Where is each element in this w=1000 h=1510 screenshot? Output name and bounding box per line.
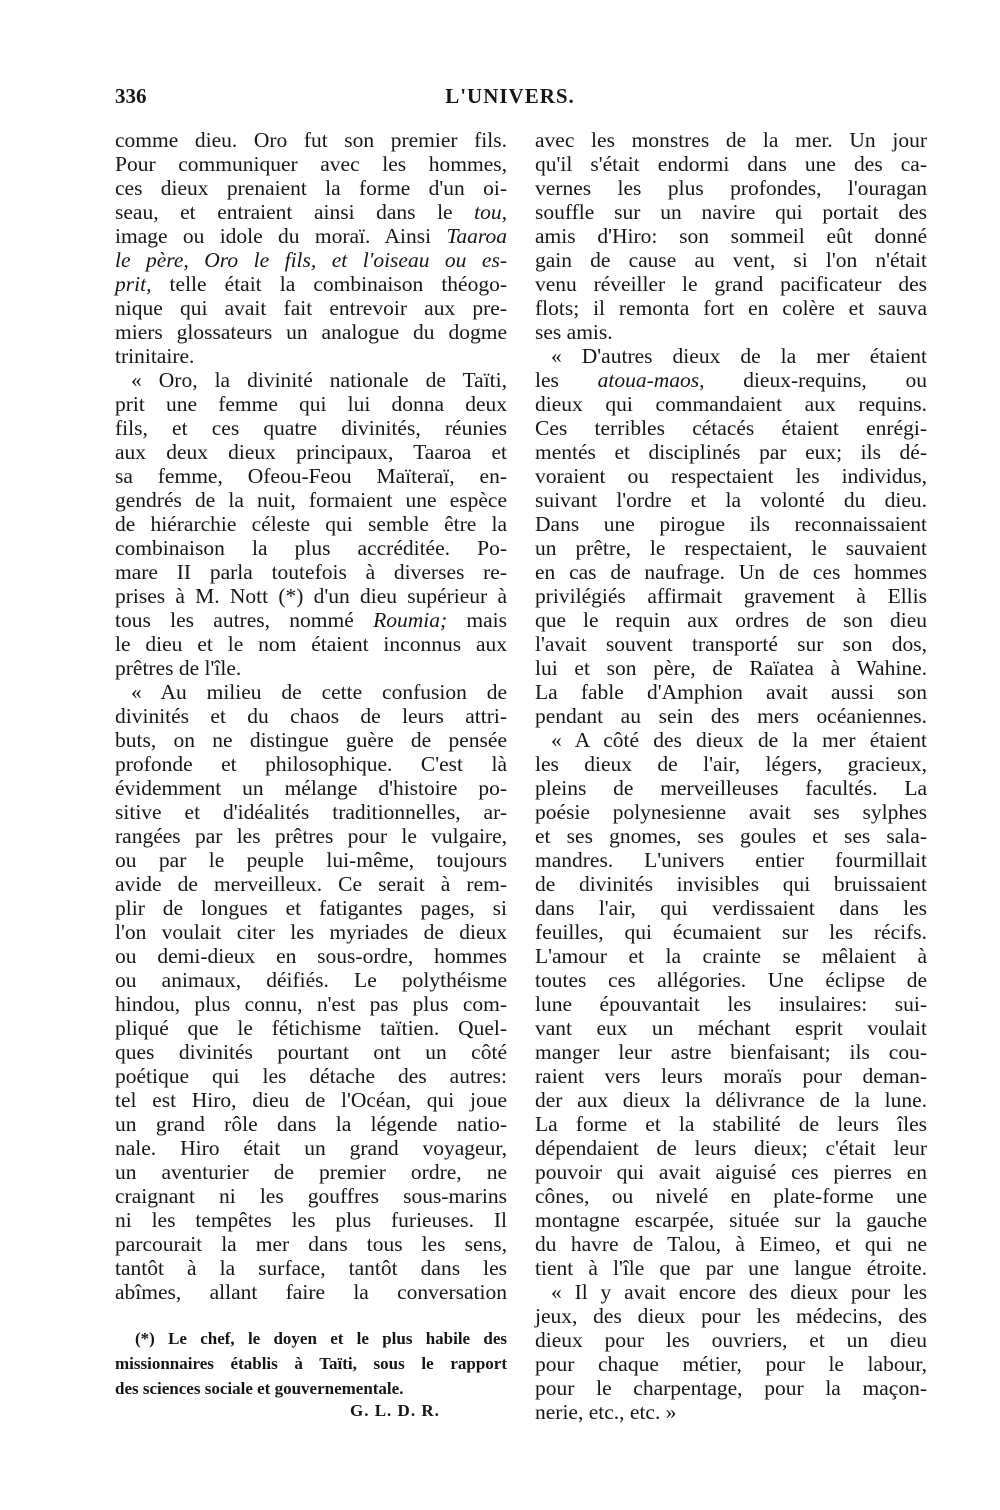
right-text-line (535, 800, 927, 824)
right-text-line (535, 464, 927, 488)
left-text-line (115, 728, 507, 752)
left-text-line (115, 320, 507, 344)
text-run: qu'il s'était endormi dans une des ca- (535, 152, 927, 176)
text-run: montagne escarpée, située sur la gauche (535, 1208, 927, 1232)
text-run: craignant ni les gouffres sous-marins (115, 1184, 507, 1208)
right-text-line (535, 1112, 927, 1136)
text-run: abîmes, allant faire la conversation (115, 1280, 507, 1304)
text-run: le dieu et le nom étaient inconnus aux (115, 632, 507, 656)
page-number: 336 (115, 84, 147, 108)
text-run: « A côté des dieux de la mer étaient (551, 728, 927, 752)
text-run: ses amis. (535, 320, 613, 344)
text-run: rangées par les prêtres pour le vulgaire, (115, 824, 507, 848)
text-run: prises à M. Nott (*) d'un dieu supérieur à (115, 584, 507, 608)
text-run: souffle sur un navire qui portait des (535, 200, 927, 224)
left-text-line (115, 776, 507, 800)
text-run: « Au milieu de cette confusion de (131, 680, 507, 704)
text-run: divinités et du chaos de leurs attri- (115, 704, 507, 728)
right-text-line (535, 1160, 927, 1184)
footnote-text-line (115, 1351, 507, 1376)
left-text-line (115, 752, 507, 776)
right-text-line (535, 296, 927, 320)
text-run: suivant l'ordre et la volonté du dieu. (535, 488, 927, 512)
text-run: lui et son père, de Raïatea à Wahine. (535, 656, 927, 680)
running-title: L'UNIVERS. (445, 84, 575, 108)
text-run: ni les tempêtes les plus furieuses. Il (115, 1208, 507, 1232)
right-text-line (535, 1136, 927, 1160)
text-run: seau, et entraient ainsi dans le (115, 200, 475, 224)
text-run: pendant au sein des mers océaniennes. (535, 704, 927, 728)
right-text-line (535, 1304, 927, 1328)
left-text-line (115, 488, 507, 512)
left-text-line (115, 1088, 507, 1112)
right-text-line (535, 920, 927, 944)
right-text-line (535, 248, 927, 272)
right-text-line (535, 272, 927, 296)
text-run: gain de cause au vent, si l'on n'était (535, 248, 927, 272)
text-run: jeux, des dieux pour les médecins, des (535, 1304, 927, 1328)
right-text-line (535, 896, 927, 920)
text-run: de hiérarchie céleste qui semble être la (115, 512, 507, 536)
text-run: toutes ces allégories. Une éclipse de (535, 968, 927, 992)
text-run: des sciences sociale et gouvernementale. (115, 1379, 404, 1398)
text-run: ou demi-dieux en sous-ordre, hommes (115, 944, 507, 968)
text-run: « Oro, la divinité nationale de Taïti, (131, 368, 507, 392)
right-text-line (535, 512, 927, 536)
left-text-line (115, 944, 507, 968)
text-run: venu réveiller le grand pacificateur des (535, 272, 927, 296)
text-run: pour le charpentage, pour la maçon- (535, 1376, 927, 1400)
left-column (115, 128, 507, 1304)
left-text-line (115, 968, 507, 992)
text-run: « D'autres dieux de la mer étaient (551, 344, 927, 368)
text-run: parcourait la mer dans tous les sens, (115, 1232, 507, 1256)
left-text-line (115, 1040, 507, 1064)
text-run: miers glossateurs un analogue du dogme (115, 320, 507, 344)
left-text-line (115, 1256, 507, 1280)
right-text-line (535, 608, 927, 632)
right-text-line (535, 152, 927, 176)
left-text-line (115, 224, 507, 248)
right-text-line (535, 1016, 927, 1040)
text-run: vernes les plus profondes, l'ouragan (535, 176, 927, 200)
left-text-line (115, 1136, 507, 1160)
right-text-line (535, 1208, 927, 1232)
left-text-line (115, 536, 507, 560)
right-text-line (535, 344, 927, 368)
left-text-line (115, 656, 507, 680)
text-run: vant eux un méchant esprit voulait (535, 1016, 927, 1040)
text-run: fils, et ces quatre divinités, réunies (115, 416, 507, 440)
right-text-line (535, 584, 927, 608)
right-text-line (535, 776, 927, 800)
right-text-line (535, 992, 927, 1016)
left-text-line (115, 392, 507, 416)
text-run: dépendaient de leurs dieux; c'était leur (535, 1136, 927, 1160)
text-run: Ces terribles cétacés étaient enrégi- (535, 416, 927, 440)
left-text-line (115, 1280, 507, 1304)
footnote-text-line (115, 1376, 507, 1401)
text-run: trinitaire. (115, 344, 195, 368)
left-text-line (115, 824, 507, 848)
text-run: nerie, etc., etc. » (535, 1400, 677, 1424)
text-run: feuilles, qui écumaient sur les récifs. (535, 920, 927, 944)
text-run: tantôt à la surface, tantôt dans les (115, 1256, 507, 1280)
left-text-line (115, 560, 507, 584)
right-text-line (535, 1040, 927, 1064)
left-text-line (115, 1064, 507, 1088)
left-text-line (115, 1184, 507, 1208)
left-text-line (115, 152, 507, 176)
text-run: buts, on ne distingue guère de pensée (115, 728, 507, 752)
right-text-line (535, 1184, 927, 1208)
italic-text: Taaroa (446, 224, 507, 248)
left-text-line (115, 176, 507, 200)
left-text-line (115, 1016, 507, 1040)
text-run: et ses gnomes, ses goules et ses sala- (535, 824, 927, 848)
right-text-line (535, 200, 927, 224)
text-run: du havre de Talou, à Eimeo, et qui ne (535, 1232, 927, 1256)
left-text-line (115, 872, 507, 896)
text-run: mandres. L'univers entier fourmillait (535, 848, 927, 872)
text-run: pleins de merveilleuses facultés. La (535, 776, 927, 800)
left-text-line (115, 896, 507, 920)
text-run: telle était la combinaison théogo- (151, 272, 507, 296)
right-text-line (535, 128, 927, 152)
italic-text: le père, Oro le fils, et l'oiseau ou es- (115, 248, 507, 272)
text-run: ou animaux, déifiés. Le polythéisme (115, 968, 507, 992)
text-run: mare II parla toutefois à diverses re- (115, 560, 507, 584)
right-text-line (535, 320, 927, 344)
footnote-text-line (115, 1326, 507, 1351)
left-text-line (115, 704, 507, 728)
right-text-line (535, 416, 927, 440)
right-text-line (535, 968, 927, 992)
left-text-line (115, 128, 507, 152)
text-run: flots; il remonta fort en colère et sauva (535, 296, 927, 320)
text-run: les (535, 368, 598, 392)
text-run: tel est Hiro, dieu de l'Océan, qui joue (115, 1088, 507, 1112)
left-text-line (115, 1208, 507, 1232)
text-run: dans l'air, qui verdissaient dans les (535, 896, 927, 920)
text-run: plir de longues et fatigantes pages, si (115, 896, 507, 920)
text-run: prêtres de l'île. (115, 656, 242, 680)
text-run: dieux pour les ouvriers, et un dieu (535, 1328, 927, 1352)
text-run: un prêtre, le respectaient, le sauvaient (535, 536, 927, 560)
right-text-line (535, 1256, 927, 1280)
right-text-line (535, 1088, 927, 1112)
text-run: missionnaires établis à Taïti, sous le rapport (115, 1354, 507, 1373)
text-run: aux deux dieux principaux, Taaroa et (115, 440, 507, 464)
text-run: « Il y avait encore des dieux pour les (551, 1280, 927, 1304)
left-text-line (115, 992, 507, 1016)
right-text-line (535, 392, 927, 416)
text-run: poésie polynesienne avait ses sylphes (535, 800, 927, 824)
left-text-line (115, 368, 507, 392)
left-text-line (115, 344, 507, 368)
text-run: les dieux de l'air, légers, gracieux, (535, 752, 927, 776)
text-run: ou par le peuple lui-même, toujours (115, 848, 507, 872)
right-text-line (535, 656, 927, 680)
text-run: Pour communiquer avec les hommes, (115, 152, 507, 176)
left-text-line (115, 920, 507, 944)
text-run: ques divinités pourtant ont un côté (115, 1040, 507, 1064)
text-run: avide de merveilleux. Ce serait à rem- (115, 872, 507, 896)
text-run: manger leur astre bienfaisant; ils cou- (535, 1040, 927, 1064)
text-run: L'amour et la crainte se mêlaient à (535, 944, 927, 968)
text-run: tient à l'île que par une langue étroite. (535, 1256, 927, 1280)
right-text-line (535, 1232, 927, 1256)
text-run: un grand rôle dans la légende natio- (115, 1112, 507, 1136)
text-run: privilégiés affirmait gravement à Ellis (535, 584, 927, 608)
text-run: lune épouvantait les insulaires: sui- (535, 992, 927, 1016)
text-run: prit une femme qui lui donna deux (115, 392, 507, 416)
text-run: dieux qui commandaient aux requins. (535, 392, 927, 416)
right-text-line (535, 728, 927, 752)
text-run: sa femme, Ofeou-Feou Maïteraï, en- (115, 464, 507, 488)
right-text-line (535, 560, 927, 584)
left-text-line (115, 296, 507, 320)
text-run: évidemment un mélange d'histoire po- (115, 776, 507, 800)
right-text-line (535, 704, 927, 728)
text-run: (*) Le chef, le doyen et le plus habile des (135, 1329, 507, 1348)
right-text-line (535, 1376, 927, 1400)
text-run: sitive et d'idéalités traditionnelles, ar- (115, 800, 507, 824)
left-text-line (115, 200, 507, 224)
left-text-line (115, 608, 507, 632)
right-text-line (535, 944, 927, 968)
text-run: en cas de naufrage. Un de ces hommes (535, 560, 927, 584)
left-text-line (115, 584, 507, 608)
right-text-line (535, 224, 927, 248)
right-column (535, 128, 927, 1424)
left-text-line (115, 1112, 507, 1136)
text-run: cônes, ou nivelé en plate-forme une (535, 1184, 927, 1208)
right-text-line (535, 632, 927, 656)
text-run: voraient ou respectaient les individus, (535, 464, 927, 488)
text-run: La fable d'Amphion avait aussi son (535, 680, 927, 704)
right-text-line (535, 680, 927, 704)
right-text-line (535, 368, 927, 392)
right-text-line (535, 1064, 927, 1088)
left-text-line (115, 1160, 507, 1184)
text-run: que le requin aux ordres de son dieu (535, 608, 927, 632)
left-text-line (115, 440, 507, 464)
left-text-line (115, 464, 507, 488)
text-run: dieux-requins, ou (704, 368, 927, 392)
right-text-line (535, 872, 927, 896)
footnote (115, 1326, 507, 1401)
footnote-signature: G. L. D. R. (350, 1401, 440, 1420)
italic-text: atoua-maos, (597, 368, 705, 392)
text-run: poétique qui les détache des autres: (115, 1064, 507, 1088)
text-run: der aux dieux la délivrance de la lune. (535, 1088, 927, 1112)
text-run: gendrés de la nuit, formaient une espèce (115, 488, 507, 512)
italic-text: tou, (474, 200, 507, 224)
text-run: nale. Hiro était un grand voyageur, (115, 1136, 507, 1160)
right-text-line (535, 824, 927, 848)
left-text-line (115, 248, 507, 272)
text-run: avec les monstres de la mer. Un jour (535, 128, 927, 152)
text-run: un aventurier de premier ordre, ne (115, 1160, 507, 1184)
left-text-line (115, 680, 507, 704)
text-run: raient vers leurs moraïs pour deman- (535, 1064, 927, 1088)
text-run: profonde et philosophique. C'est là (115, 752, 507, 776)
text-run: La forme et la stabilité de leurs îles (535, 1112, 927, 1136)
right-text-line (535, 1352, 927, 1376)
text-run: image ou idole du moraï. Ainsi (115, 224, 447, 248)
text-run: hindou, plus connu, n'est pas plus com- (115, 992, 507, 1016)
text-run: pliqué que le fétichisme taïtien. Quel- (115, 1016, 507, 1040)
left-text-line (115, 272, 507, 296)
italic-text: prit, (115, 272, 152, 296)
text-run: mais (447, 608, 507, 632)
text-run: amis d'Hiro: son sommeil eût donné (535, 224, 927, 248)
text-run: combinaison la plus accréditée. Po- (115, 536, 507, 560)
right-text-line (535, 752, 927, 776)
right-text-line (535, 440, 927, 464)
text-run: nique qui avait fait entrevoir aux pre- (115, 296, 507, 320)
text-run: pour chaque métier, pour le labour, (535, 1352, 927, 1376)
text-run: mentés et disciplinés par eux; ils dé- (535, 440, 927, 464)
right-text-line (535, 1280, 927, 1304)
text-run: pouvoir qui avait aiguisé ces pierres en (535, 1160, 927, 1184)
text-run: de divinités invisibles qui bruissaient (535, 872, 927, 896)
text-run: ces dieux prenaient la forme d'un oi- (115, 176, 507, 200)
left-text-line (115, 512, 507, 536)
left-text-line (115, 416, 507, 440)
left-text-line (115, 848, 507, 872)
right-text-line (535, 176, 927, 200)
right-text-line (535, 1400, 927, 1424)
right-text-line (535, 1328, 927, 1352)
right-text-line (535, 488, 927, 512)
text-run: tous les autres, nommé (115, 608, 374, 632)
text-run: l'avait souvent transporté sur son dos, (535, 632, 927, 656)
text-run: l'on voulait citer les myriades de dieux (115, 920, 507, 944)
right-text-line (535, 536, 927, 560)
italic-text: Roumia; (373, 608, 448, 632)
right-text-line (535, 848, 927, 872)
left-text-line (115, 800, 507, 824)
left-text-line (115, 1232, 507, 1256)
text-run: comme dieu. Oro fut son premier fils. (115, 128, 507, 152)
text-run: Dans une pirogue ils reconnaissaient (535, 512, 927, 536)
left-text-line (115, 632, 507, 656)
